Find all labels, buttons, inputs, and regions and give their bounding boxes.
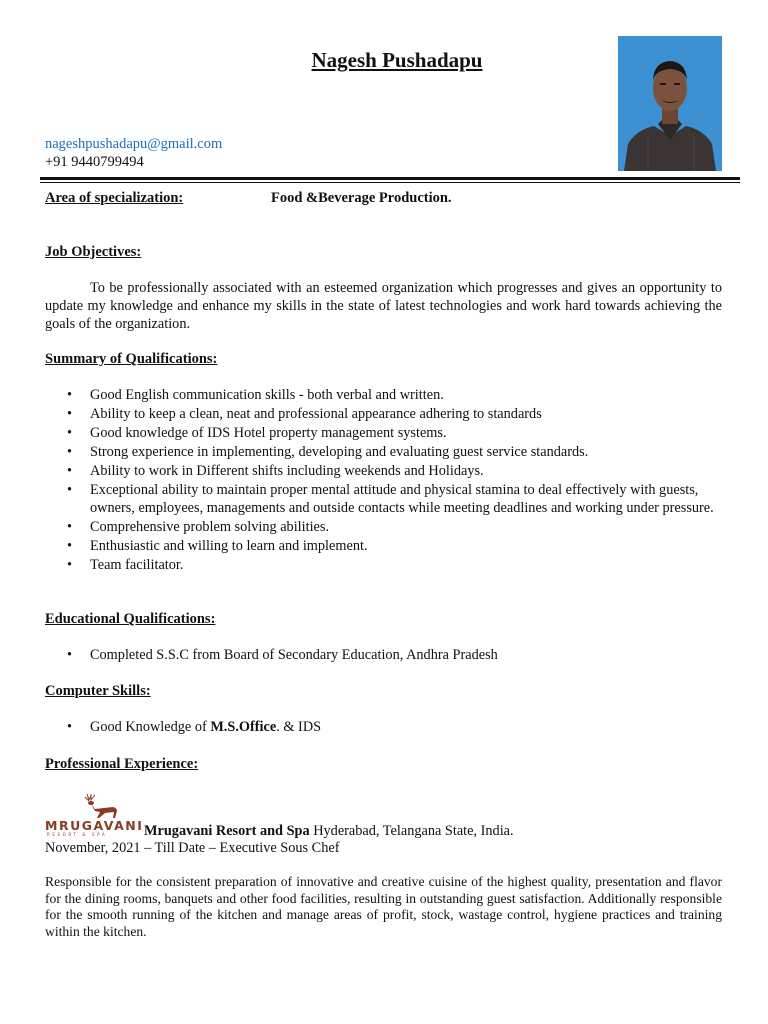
list-item: • Good knowledge of IDS Hotel property management systems. [45, 425, 722, 443]
computer-skills-list [45, 719, 722, 738]
education-heading: Educational Qualifications: [45, 611, 216, 627]
skill-suffix: . & IDS [276, 719, 322, 735]
list-item: • Team facilitator. [45, 557, 722, 575]
candidate-name: Nagesh Pushadapu [311, 48, 483, 72]
list-item [45, 719, 722, 737]
company-logo [45, 790, 144, 837]
header-divider [40, 177, 740, 180]
qualifications-heading: Summary of Qualifications: [45, 351, 218, 367]
objectives-heading: Job Objectives: [45, 244, 142, 260]
company-line [144, 823, 514, 840]
deer-icon [73, 790, 133, 820]
job-tenure: November, 2021 – Till Date – Executive Sous Chef [45, 840, 340, 856]
list-item: • Ability to work in Different shifts including weekends and Holidays. [45, 463, 722, 481]
qualifications-list [45, 387, 722, 576]
profile-photo [618, 36, 722, 171]
list-item: • Enthusiastic and willing to learn and implement. [45, 538, 722, 556]
logo-text: MRUGAVANI [45, 818, 144, 833]
job-description: Responsible for the consistent preparation of innovative and creative cuisine of the highest quality, presentation and flavor for the dining rooms, banquets and other food facilities, resulting in outstanding guest satisfaction. Additionally responsible for the smooth running of the kitchen and manage areas of profit, stock, wastage control, hygiene practices and training within the kitchen. [45, 874, 722, 939]
experience-heading: Professional Experience: [45, 756, 199, 772]
logo-subtext: RESORT & SPA [47, 832, 108, 837]
list-item: • Ability to keep a clean, neat and professional appearance adhering to standards [45, 406, 722, 424]
list-item: • Strong experience in implementing, developing and evaluating guest service standards. [45, 444, 722, 462]
specialization-label: Area of specialization: [45, 190, 184, 206]
computer-skills-heading: Computer Skills: [45, 683, 151, 699]
header-divider-thin [40, 182, 740, 183]
list-item: • Good English communication skills - both verbal and written. [45, 387, 722, 405]
skill-prefix: Good Knowledge of [90, 719, 211, 735]
company-location: Hyderabad, Telangana State, India. [309, 823, 514, 839]
email-link[interactable]: nageshpushadapu@gmail.com [45, 136, 223, 152]
education-list [45, 647, 722, 666]
specialization-value: Food &Beverage Production. [271, 190, 452, 206]
phone-number: +91 9440799494 [45, 154, 144, 170]
list-item: • Completed S.S.C from Board of Secondary Education, Andhra Pradesh [45, 647, 722, 665]
objectives-text: To be professionally associated with an esteemed organization which progresses and gives an opportunity to update my knowledge and enhance my skills in the state of latest technologies and work hard towards achieving the goals of the organization. [45, 280, 722, 332]
person-photo-icon [618, 36, 722, 171]
skill-bold: M.S.Office [210, 719, 277, 735]
list-item: • Exceptional ability to maintain proper mental attitude and physical stamina to deal effectively with guests, owners, employees, managements and outside contacts while meeting deadlines and working under pressure. [45, 482, 722, 517]
company-name: Mrugavani Resort and Spa [144, 823, 310, 839]
list-item: • Comprehensive problem solving abilities. [45, 519, 722, 537]
